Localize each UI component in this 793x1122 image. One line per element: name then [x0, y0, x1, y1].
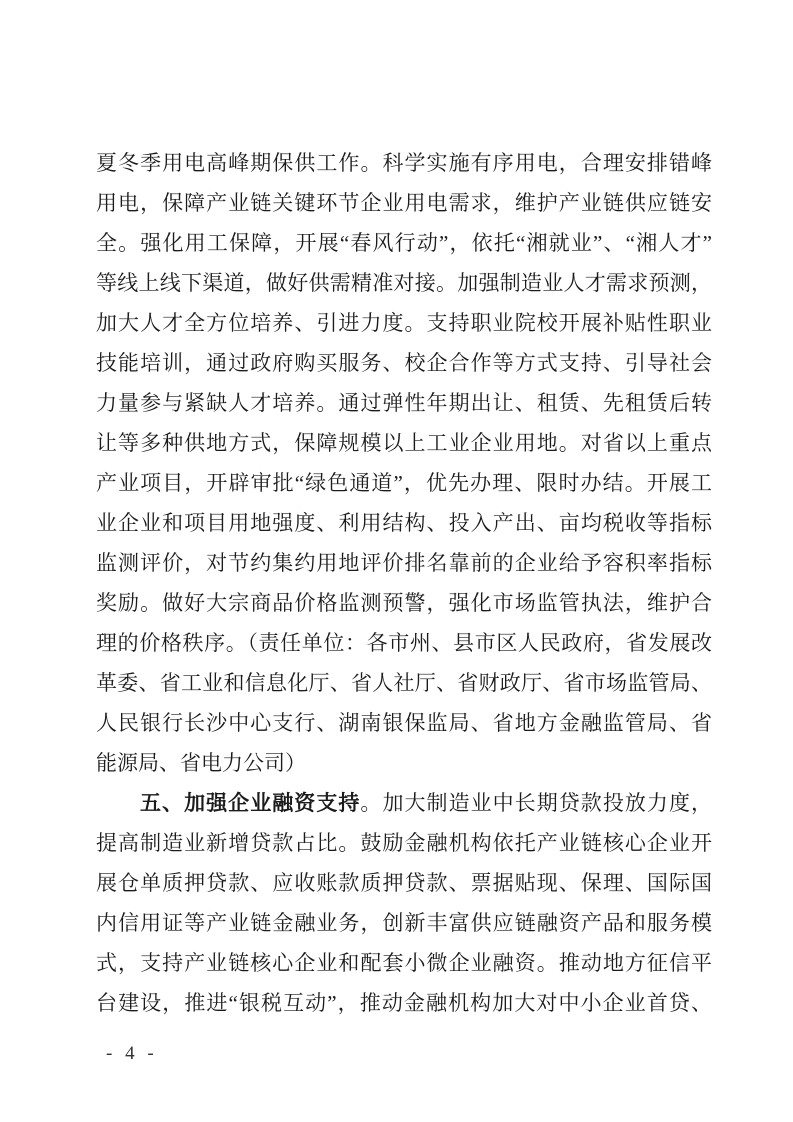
text-line: 内信用证等产业链金融业务，创新丰富供应链融资产品和服务模 — [96, 911, 712, 935]
text-line: 夏冬季用电高峰期保供工作。科学实施有序用电，合理安排错峰 — [96, 151, 712, 175]
text-line: 式，支持产业链核心企业和配套小微企业融资。推动地方征信平 — [96, 951, 712, 975]
text-line: 让等多种供地方式，保障规模以上工业企业用地。对省以上重点 — [96, 431, 712, 455]
text-line: 加大人才全方位培养、引进力度。支持职业院校开展补贴性职业 — [96, 311, 712, 335]
text-line: 提高制造业新增贷款占比。鼓励金融机构依托产业链核心企业开 — [96, 831, 712, 855]
text-line: 力量参与紧缺人才培养。通过弹性年期出让、租赁、先租赁后转 — [96, 391, 712, 415]
text-line: 产业项目，开辟审批“绿色通道”，优先办理、限时办结。开展工 — [96, 471, 712, 495]
document-body — [96, 143, 712, 1023]
text-line: 理的价格秩序。（责任单位：各市州、县市区人民政府，省发展改 — [96, 631, 712, 655]
section-heading-tail: 。加大制造业中长期贷款投放力度， — [360, 791, 712, 815]
text-line: 业企业和项目用地强度、利用结构、投入产出、亩均税收等指标 — [96, 511, 712, 535]
text-line: 奖励。做好大宗商品价格监测预警，强化市场监管执法，维护合 — [96, 591, 712, 615]
page-number: - 4 - — [106, 1043, 158, 1064]
text-line: 台建设，推进“银税互动”，推动金融机构加大对中小企业首贷、 — [96, 991, 712, 1015]
section-heading: 五、加强企业融资支持 — [140, 792, 361, 815]
text-line: 人民银行长沙中心支行、湖南银保监局、省地方金融监管局、省 — [96, 711, 712, 735]
text-line: 监测评价，对节约集约用地评价排名靠前的企业给予容积率指标 — [96, 551, 712, 575]
text-line: 革委、省工业和信息化厅、省人社厅、省财政厅、省市场监管局、 — [96, 671, 712, 695]
text-line: 用电，保障产业链关键环节企业用电需求，维护产业链供应链安 — [96, 191, 712, 215]
paragraph-end-line: 能源局、省电力公司） — [96, 751, 306, 775]
section-heading-line — [96, 783, 712, 823]
text-line: 等线上线下渠道，做好供需精准对接。加强制造业人才需求预测， — [96, 271, 712, 295]
text-line: 展仓单质押贷款、应收账款质押贷款、票据贴现、保理、国际国 — [96, 871, 712, 895]
text-line: 全。强化用工保障，开展“春风行动”，依托“湘就业”、“湘人才” — [96, 231, 712, 255]
text-line: 技能培训，通过政府购买服务、校企合作等方式支持、引导社会 — [96, 351, 712, 375]
